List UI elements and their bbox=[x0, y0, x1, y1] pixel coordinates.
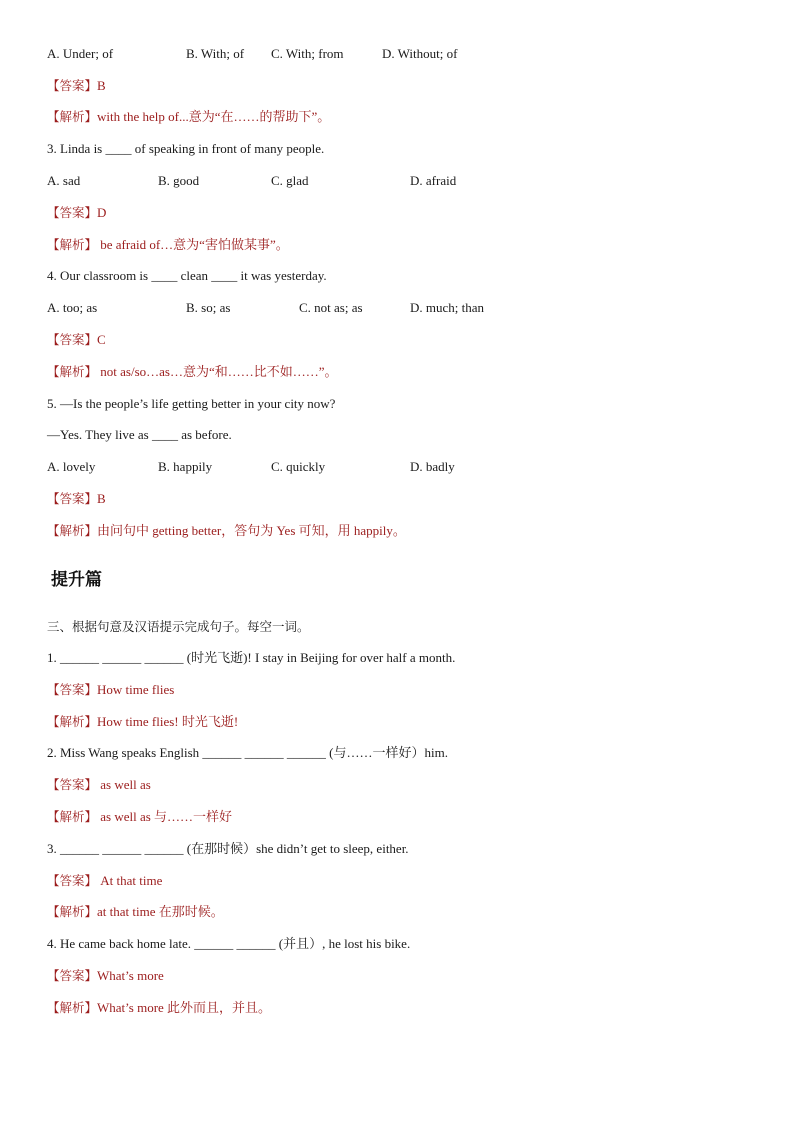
answer-tag: 【答案】 bbox=[47, 873, 98, 888]
s1-answer bbox=[47, 682, 174, 698]
q4-option-c: C. not as; as bbox=[299, 300, 363, 315]
answer-tag: 【答案】 bbox=[47, 682, 98, 697]
analysis-text: not as/so…as…意为“和……比不如……”。 bbox=[97, 364, 338, 379]
q2-option-d: D. Without; of bbox=[382, 46, 458, 61]
answer-value: B bbox=[97, 78, 106, 93]
answer-value: What’s more bbox=[97, 968, 164, 983]
s4-analysis bbox=[47, 1000, 271, 1016]
q5-analysis bbox=[47, 523, 406, 539]
q4-analysis bbox=[47, 364, 338, 380]
s1-stem: 1. ______ ______ ______ (时光飞逝)! I stay in Beijing for over half a month. bbox=[47, 650, 456, 665]
answer-tag: 【答案】 bbox=[47, 777, 98, 792]
analysis-tag: 【解析】 bbox=[47, 714, 98, 729]
q5-stem-question: 5. —Is the people’s life getting better in your city now? bbox=[47, 396, 336, 411]
q2-option-c: C. With; from bbox=[271, 46, 344, 61]
section-3-instructions: 三、根据句意及汉语提示完成句子。每空一词。 bbox=[47, 619, 310, 634]
analysis-tag: 【解析】 bbox=[47, 237, 98, 252]
analysis-tag: 【解析】 bbox=[47, 1000, 98, 1015]
q4-option-a: A. too; as bbox=[47, 300, 98, 315]
s3-stem: 3. ______ ______ ______ (在那时候）she didn’t get to sleep, either. bbox=[47, 841, 409, 856]
q2-answer bbox=[47, 78, 106, 94]
answer-value: C bbox=[97, 332, 106, 347]
q5-option-d: D. badly bbox=[410, 459, 455, 474]
analysis-text: at that time 在那时候。 bbox=[97, 904, 224, 919]
analysis-text: be afraid of…意为“害怕做某事”。 bbox=[97, 237, 289, 252]
answer-value: How time flies bbox=[97, 682, 175, 697]
analysis-text: 由问句中 getting better，答句为 Yes 可知，用 happily。 bbox=[97, 523, 406, 538]
q2-option-b: B. With; of bbox=[186, 46, 245, 61]
answer-value: B bbox=[97, 491, 106, 506]
analysis-tag: 【解析】 bbox=[47, 904, 98, 919]
analysis-text: with the help of...意为“在……的帮助下”。 bbox=[97, 109, 331, 124]
q3-analysis bbox=[47, 237, 289, 253]
answer-tag: 【答案】 bbox=[47, 332, 98, 347]
section-heading: 提升篇 bbox=[51, 570, 102, 590]
q2-option-a: A. Under; of bbox=[47, 46, 114, 61]
answer-value: At that time bbox=[97, 873, 163, 888]
answer-tag: 【答案】 bbox=[47, 205, 98, 220]
q5-option-c: C. quickly bbox=[271, 459, 326, 474]
s1-analysis bbox=[47, 714, 238, 730]
q5-option-b: B. happily bbox=[158, 459, 213, 474]
s3-answer bbox=[47, 873, 162, 889]
s3-analysis bbox=[47, 904, 224, 920]
analysis-tag: 【解析】 bbox=[47, 109, 98, 124]
q4-stem: 4. Our classroom is ____ clean ____ it was yesterday. bbox=[47, 268, 327, 283]
q4-answer bbox=[47, 332, 106, 348]
q4-option-b: B. so; as bbox=[186, 300, 231, 315]
q5-stem-reply: —Yes. They live as ____ as before. bbox=[47, 427, 232, 442]
q3-option-d: D. afraid bbox=[410, 173, 457, 188]
analysis-text: What’s more 此外而且，并且。 bbox=[97, 1000, 272, 1015]
answer-value: as well as bbox=[97, 777, 151, 792]
q2-analysis bbox=[47, 109, 330, 125]
q5-answer bbox=[47, 491, 106, 507]
analysis-text: How time flies! 时光飞逝! bbox=[97, 714, 239, 729]
q3-option-c: C. glad bbox=[271, 173, 309, 188]
analysis-tag: 【解析】 bbox=[47, 809, 98, 824]
analysis-tag: 【解析】 bbox=[47, 523, 98, 538]
s4-answer bbox=[47, 968, 164, 984]
s2-stem: 2. Miss Wang speaks English ______ ______ ______ (与……一样好）him. bbox=[47, 745, 448, 760]
q3-option-a: A. sad bbox=[47, 173, 81, 188]
answer-tag: 【答案】 bbox=[47, 968, 98, 983]
s2-answer bbox=[47, 777, 151, 793]
q3-option-b: B. good bbox=[158, 173, 200, 188]
analysis-tag: 【解析】 bbox=[47, 364, 98, 379]
answer-tag: 【答案】 bbox=[47, 491, 98, 506]
q3-answer bbox=[47, 205, 106, 221]
answer-tag: 【答案】 bbox=[47, 78, 98, 93]
s2-analysis bbox=[47, 809, 232, 825]
q4-option-d: D. much; than bbox=[410, 300, 485, 315]
answer-value: D bbox=[97, 205, 107, 220]
s4-stem: 4. He came back home late. ______ ______ (并且）, he lost his bike. bbox=[47, 936, 411, 951]
analysis-text: as well as 与……一样好 bbox=[97, 809, 233, 824]
q5-option-a: A. lovely bbox=[47, 459, 96, 474]
q3-stem: 3. Linda is ____ of speaking in front of many people. bbox=[47, 141, 325, 156]
